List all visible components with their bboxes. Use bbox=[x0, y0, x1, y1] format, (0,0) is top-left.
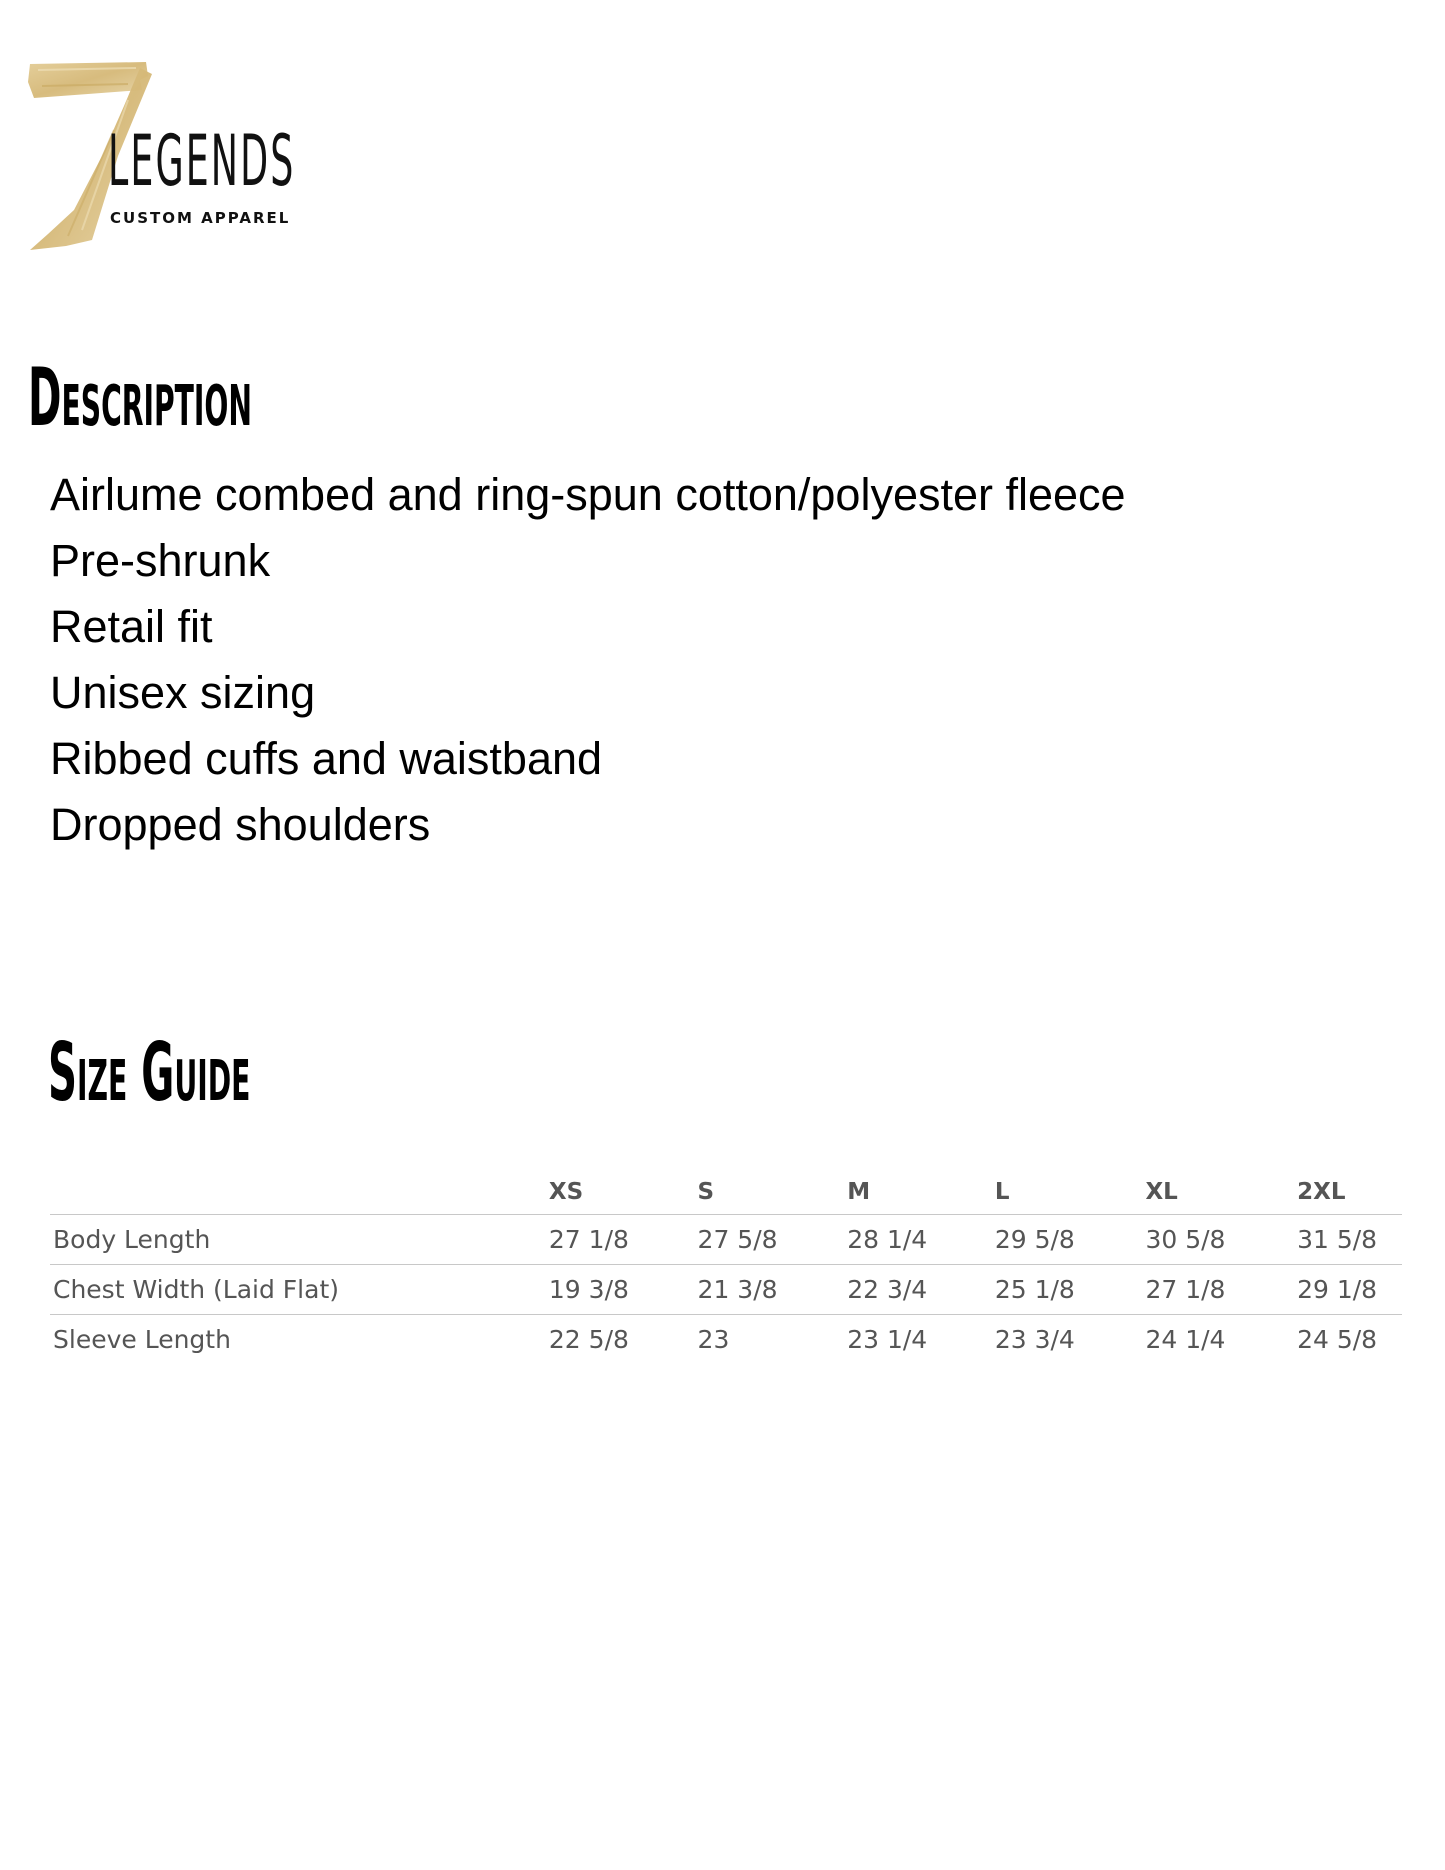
table-cell: 19 3/8 bbox=[549, 1265, 698, 1315]
table-row bbox=[50, 1215, 1402, 1265]
table-cell: 28 1/4 bbox=[847, 1215, 995, 1265]
table-cell: 22 3/4 bbox=[847, 1265, 995, 1315]
table-cell: 29 1/8 bbox=[1297, 1265, 1402, 1315]
size-guide-heading: Size Guide bbox=[48, 1026, 251, 1119]
row-label: Sleeve Length bbox=[50, 1315, 549, 1365]
size-guide-table bbox=[50, 1170, 1402, 1364]
row-label: Body Length bbox=[50, 1215, 549, 1265]
table-cell: 23 3/4 bbox=[995, 1315, 1146, 1365]
description-list bbox=[50, 462, 1126, 858]
table-cell: 27 5/8 bbox=[698, 1215, 848, 1265]
brand-logo bbox=[28, 60, 308, 255]
list-item: Unisex sizing bbox=[50, 667, 316, 718]
table-cell: 31 5/8 bbox=[1297, 1215, 1402, 1265]
table-header-row bbox=[50, 1170, 1402, 1215]
list-item: Pre-shrunk bbox=[50, 535, 271, 586]
list-item: Ribbed cuffs and waistband bbox=[50, 733, 603, 784]
row-label: Chest Width (Laid Flat) bbox=[50, 1265, 549, 1315]
table-cell: 22 5/8 bbox=[549, 1315, 698, 1365]
table-cell: 24 5/8 bbox=[1297, 1315, 1402, 1365]
logo-tagline: CUSTOM APPAREL bbox=[110, 209, 291, 227]
table-cell: 25 1/8 bbox=[995, 1265, 1146, 1315]
table-cell: 21 3/8 bbox=[698, 1265, 848, 1315]
header-size-xl: XL bbox=[1145, 1179, 1178, 1205]
logo-wordmark: LEGENDS bbox=[108, 120, 296, 202]
table-cell: 24 1/4 bbox=[1145, 1315, 1297, 1365]
list-item: Retail fit bbox=[50, 601, 213, 652]
header-size-l: L bbox=[994, 1179, 1010, 1205]
table-cell: 23 1/4 bbox=[847, 1315, 995, 1365]
table-cell: 30 5/8 bbox=[1145, 1215, 1297, 1265]
table-cell: 27 1/8 bbox=[1145, 1265, 1297, 1315]
table-cell: 27 1/8 bbox=[549, 1215, 698, 1265]
description-heading: Description bbox=[28, 351, 252, 444]
table-cell: 29 5/8 bbox=[995, 1215, 1146, 1265]
table-row bbox=[50, 1315, 1402, 1365]
header-size-s: S bbox=[697, 1179, 715, 1205]
header-blank-cell bbox=[50, 1170, 549, 1215]
table-row bbox=[50, 1265, 1402, 1315]
list-item: Airlume combed and ring-spun cotton/polyester fleece bbox=[50, 469, 1126, 520]
header-size-xs: XS bbox=[548, 1179, 584, 1205]
header-size-m: M bbox=[847, 1179, 871, 1205]
header-size-2xl: 2XL bbox=[1297, 1179, 1346, 1205]
table-cell: 23 bbox=[698, 1315, 848, 1365]
list-item: Dropped shoulders bbox=[50, 799, 431, 850]
